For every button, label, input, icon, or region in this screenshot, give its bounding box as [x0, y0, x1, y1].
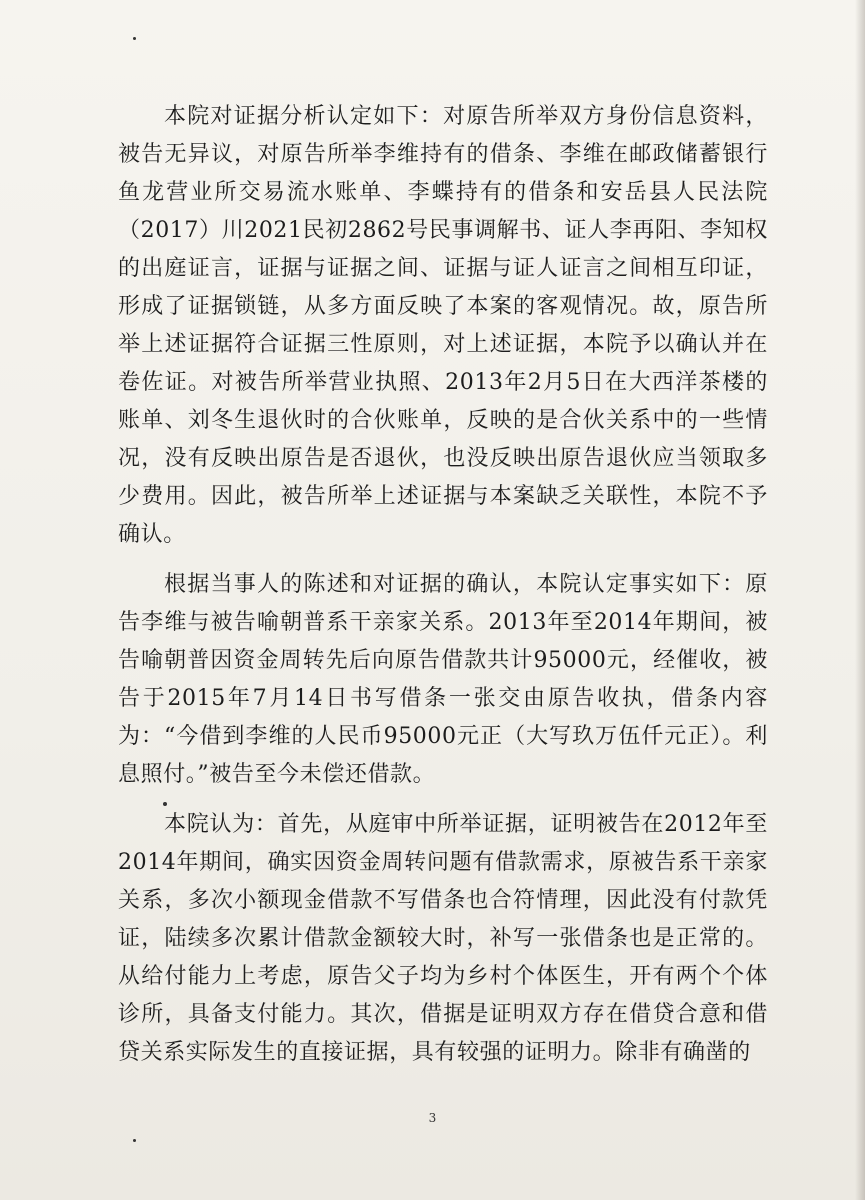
- paragraph-evidence-analysis: 本院对证据分析认定如下：对原告所举双方身份信息资料，被告无异议，对原告所举李维持有的借条、李维在邮政储蓄银行鱼龙营业所交易流水账单、李蝶持有的借条和安岳县人民法院（2017）川2021民初2862号民事调解书、证人李再阳、李知权的出庭证言，证据与证据之间、证据与证人证言之间相互印证，形成了证据锁链，从多方面反映了本案的客观情况。故，原告所举上述证据符合证据三性原则，对上述证据，本院予以确认并在卷佐证。对被告所举营业执照、2013年2月5日在大西洋茶楼的账单、刘冬生退伙时的合伙账单，反映的是合伙关系中的一些情况，没有反映出原告是否退伙，也没反映出原告退伙应当领取多少费用。因此，被告所举上述证据与本案缺乏关联性，本院不予确认。: [118, 104, 768, 547]
- scan-edge-shadow: [855, 0, 865, 1200]
- scan-speck: [133, 1139, 136, 1142]
- paragraph-court-opinion: 本院认为：首先，从庭审中所举证据，证明被告在2012年至2014年期间，确实因资金周转问题有借款需求，原被告系干亲家关系，多次小额现金借款不写借条也合符情理，因此没有付款凭证，陆续多次累计借款金额较大时，补写一张借条也是正常的。从给付能力上考虑，原告父子均为乡村个体医生，开有两个个体诊所，具备支付能力。其次，借据是证明双方存在借贷合意和借贷关系实际发生的直接证据，具有较强的证明力。除非有确凿的: [118, 812, 768, 1065]
- paragraph-facts-found: 根据当事人的陈述和对证据的确认，本院认定事实如下：原告李维与被告喻朝普系干亲家关系。2013年至2014年期间，被告喻朝普因资金周转先后向原告借款共计95000元，经催收，被告于2015年7月14日书写借条一张交由原告收执，借条内容为：“今借到李维的人民币95000元正（大写玖万伍仟元正）。利息照付。”被告至今未偿还借款。: [118, 572, 768, 787]
- scan-speck: [133, 37, 136, 40]
- document-body: [118, 98, 768, 1072]
- page-number: 3: [428, 1111, 437, 1125]
